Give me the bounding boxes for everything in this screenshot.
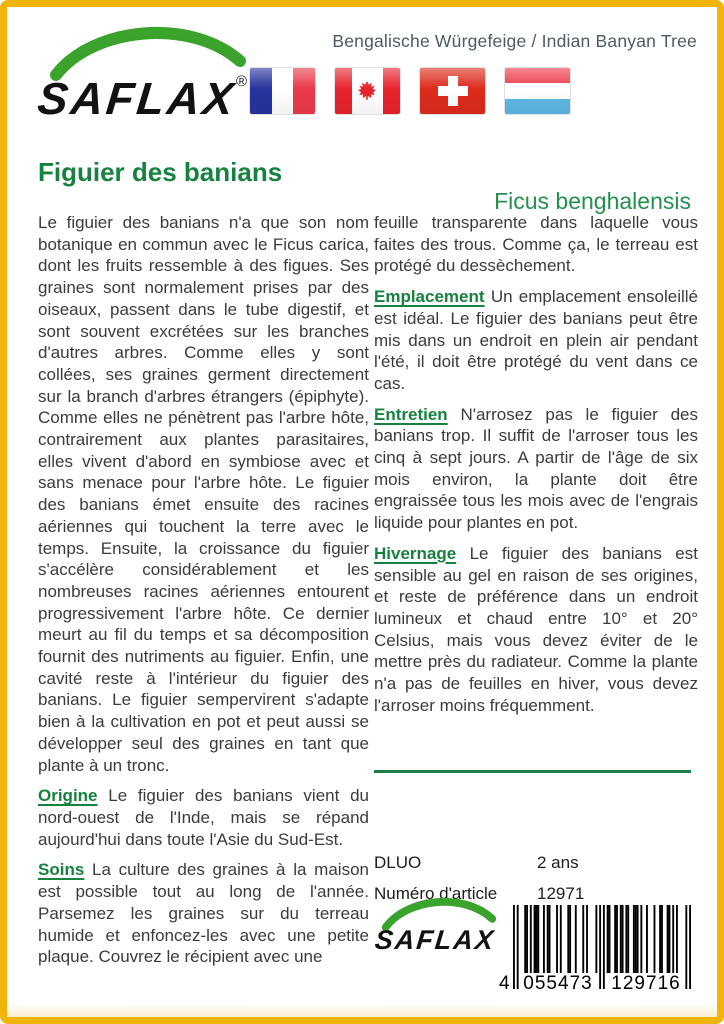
- section-heading: Soins: [38, 860, 85, 880]
- section-heading: Entretien: [374, 404, 448, 424]
- body-paragraph: Le figuier des banians n'a que son nom botanique en commun avec le Ficus carica, dont les fruits ressemble à des figues. Ses graines sont normalement prises par des oiseaux, passent dans le tube digestif, et sont souvent excrétées sur les branches d'autres arbres. Comme elles y sont collées, ses graines germent directement sur la branch d'arbres étrangers (épiphyte). Comme elles ne pénètrent pas l'arbre hôte, contrairement aux plantes parasitaires, elles vivent d'abord en symbiose avec et sans menace pour l'arbre hôte. Le figuier des banians émet ensuite des racines aériennes qui touchent la terre avec le temps. Ensuite, la croissance du figuier s'accélère considérablement et les nombreuses racines aériennes entourent progressivement l'arbre hôte. Ce dernier meurt au fil du temps et sa décomposition fournit des nutriments au figuier. Enfin, une cavité reste à l'intérieur du figuier des banians. Le figuier sempervirent s'adapte bien à la cultivation en pot et peut aussi se développer seul des graines en tant que plante à un tronc.: [38, 213, 369, 775]
- dluo-row: [374, 847, 691, 878]
- section-heading: Origine: [38, 786, 98, 806]
- flag-switzerland-icon: [420, 68, 485, 114]
- flag-luxembourg-icon: [505, 68, 570, 114]
- flag-canada-icon: [335, 68, 400, 114]
- page-title: Figuier des banians: [38, 157, 283, 187]
- barcode-digits-left: 055473: [523, 973, 593, 994]
- flags-row: [250, 68, 570, 114]
- species-title-de-en: Bengalische Würgefeige / Indian Banyan Tree: [332, 31, 697, 51]
- maple-leaf-icon: [357, 81, 377, 101]
- green-divider: [374, 770, 691, 773]
- flag-france-icon: [250, 68, 315, 114]
- article-number-value: 12971: [537, 883, 585, 903]
- article-number-label: Numéro d'article: [374, 883, 498, 903]
- dluo-label: DLUO: [374, 852, 422, 872]
- saflax-logo: [35, 25, 253, 125]
- text-column-right: [374, 212, 698, 725]
- dluo-value: 2 ans: [537, 852, 579, 872]
- section-emplacement: Emplacement Un emplacement ensoleillé est idéal. Le figuier des banians peut être mis dans un endroit en plein air pendant l'été, il doit être protégé du vent dans ce cas.: [374, 287, 698, 393]
- text-column-left: [38, 212, 369, 977]
- brand-wordmark: SAFLAX: [35, 73, 239, 124]
- section-heading: Hivernage: [374, 543, 457, 563]
- botanical-name: Ficus benghalensis: [494, 188, 691, 214]
- barcode-digit-first: 4: [499, 973, 510, 994]
- section-origine: Origine Le figuier des banians vient du nord-ouest de l'Inde, mais se répand aujourd'hui dans toute l'Asie du Sud-Est.: [38, 786, 369, 849]
- saflax-footer-logo: [375, 897, 505, 956]
- registered-mark: ®: [236, 73, 248, 90]
- section-heading: Emplacement: [374, 287, 485, 307]
- body-paragraph: feuille transparente dans laquelle vous faites des trous. Comme ça, le terreau est protégé du dessèchement.: [374, 213, 698, 276]
- section-entretien: Entretien N'arrosez pas le figuier des banians trop. Il suffit de l'arroser tous les cinq à sept jours. A partir de l'âge de six mois environ, la plante doit être engraissée tous les mois avec de l'engrais liquide pour plantes en pot.: [374, 404, 698, 533]
- section-hivernage: Hivernage Le figuier des banians est sensible au gel en raison de ses origines, et reste de préférence dans un endroit lumineux et chaud entre 10° et 20° Celsius, mais vous devez éviter de le mettre près du radiateur. Comme la plante n'a pas de feuilles en hiver, vous devez l'arroser moins fréquemment.: [374, 543, 698, 715]
- brand-wordmark: SAFLAX: [373, 925, 497, 955]
- ean-barcode: [499, 903, 699, 998]
- section-soins: Soins La culture des graines à la maison est possible tout au long de l'année. Parsemez les graines sur du terreau humide et enfoncez-les avec une petite plaque. Couvrez le récipient avec une: [38, 860, 369, 967]
- barcode-digits-right: 129716: [611, 973, 681, 994]
